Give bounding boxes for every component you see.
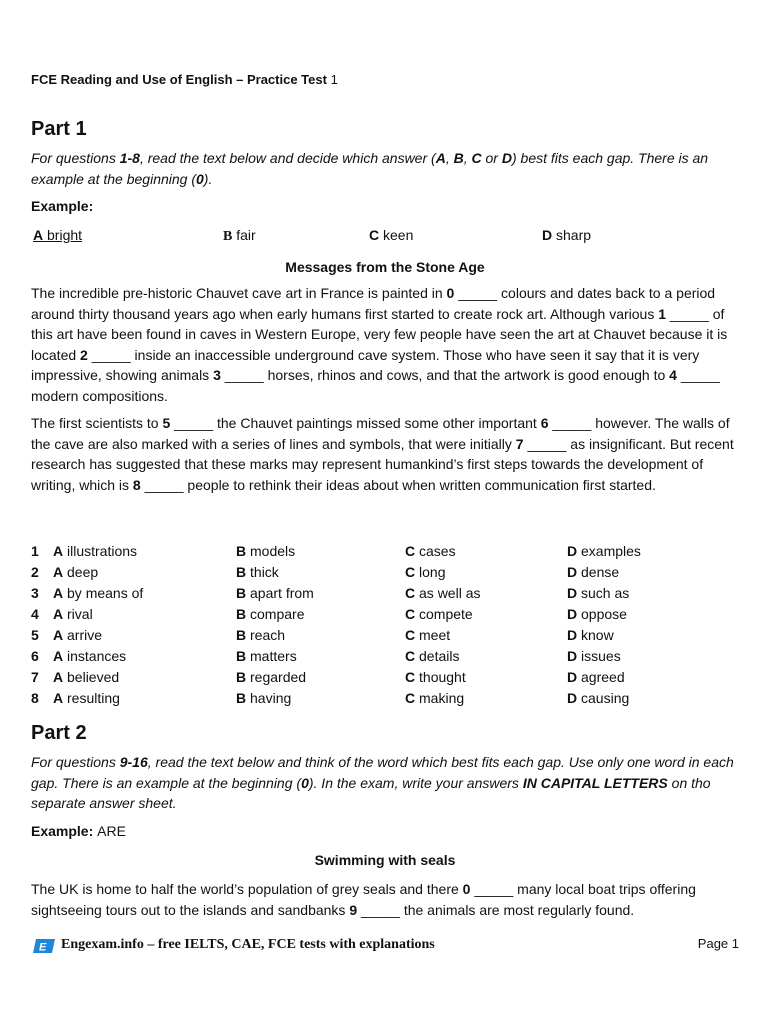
part2-instruction: For questions 9-16, read the text below and think of the word which best fits each gap. Use only one word in each gap. There is an example at the beginning (0). In the exam, write your answers IN CAPITAL LETTERS on tho separate answer sheet.: [31, 754, 734, 811]
option-d: D causing: [567, 690, 630, 706]
part2-text-title: Swimming with seals: [314, 852, 456, 868]
engexam-logo-icon: [33, 939, 55, 953]
question-number: 8: [31, 690, 39, 706]
answer-row: [31, 690, 739, 711]
part2-example: Example: ARE: [31, 823, 126, 839]
option-a: A deep: [53, 564, 99, 580]
option-a: A illustrations: [53, 543, 138, 559]
question-number: 1: [31, 543, 39, 559]
option-d: D issues: [567, 648, 621, 664]
option-a: A resulting: [53, 690, 120, 706]
example-option-c: C keen: [369, 227, 414, 243]
option-d: D dense: [567, 564, 620, 580]
part1-text-title: Messages from the Stone Age: [285, 259, 485, 275]
answer-row: [31, 564, 739, 585]
part1-instruction: For questions 1-8, read the text below and decide which answer (A, B, C or D) best fits each gap. There is an example at the beginning (0).: [31, 150, 709, 187]
option-b: B having: [236, 690, 292, 706]
option-d: D know: [567, 627, 614, 643]
option-b: B thick: [236, 564, 279, 580]
option-d: D agreed: [567, 669, 625, 685]
answer-row: [31, 627, 739, 648]
option-c: C as well as: [405, 585, 481, 601]
example-option-d: D sharp: [542, 227, 592, 243]
answer-row: [31, 606, 739, 627]
option-a: A believed: [53, 669, 120, 685]
part1-heading: Part 1: [31, 118, 87, 140]
question-number: 4: [31, 606, 39, 622]
part1-paragraph-2: The first scientists to 5 _____ the Chauvet paintings missed some other important 6 _____ however. The walls of the cave are also marked with a series of lines and symbols, that were initially 7 _____ as insignificant. But recent research has suggested that these marks may represent humankind’s first steps towards the development of writing, which is 8 _____ people to rethink their ideas about when written communication first started.: [31, 415, 734, 493]
example-option-b: B fair: [223, 227, 256, 244]
question-number: 3: [31, 585, 39, 601]
option-c: C thought: [405, 669, 466, 685]
option-c: C details: [405, 648, 460, 664]
part2-paragraph-1: The UK is home to half the world’s population of grey seals and there 0 _____ many local boat trips offering sightseeing tours out to the islands and sandbanks 9 _____ the animals are most regularly found.: [31, 881, 696, 918]
page-footer: [31, 936, 739, 956]
question-number: 5: [31, 627, 39, 643]
answer-row: [31, 669, 739, 690]
option-b: B compare: [236, 606, 305, 622]
option-d: D oppose: [567, 606, 627, 622]
option-c: C compete: [405, 606, 473, 622]
option-b: B reach: [236, 627, 286, 643]
question-number: 7: [31, 669, 39, 685]
part1-example-options: [31, 227, 739, 247]
option-b: B apart from: [236, 585, 314, 601]
option-c: C cases: [405, 543, 456, 559]
option-c: C long: [405, 564, 446, 580]
option-d: D examples: [567, 543, 641, 559]
option-c: C meet: [405, 627, 451, 643]
option-d: D such as: [567, 585, 630, 601]
part2-heading: Part 2: [31, 722, 87, 744]
answer-row: [31, 648, 739, 669]
option-a: A arrive: [53, 627, 103, 643]
option-a: A rival: [53, 606, 93, 622]
svg-text:E: E: [39, 941, 47, 953]
document-title: FCE Reading and Use of English – Practice Test 1: [31, 72, 338, 87]
example-option-a: A bright: [33, 227, 83, 243]
option-b: B matters: [236, 648, 297, 664]
option-b: B models: [236, 543, 296, 559]
question-number: 2: [31, 564, 39, 580]
part1-answer-options: [31, 543, 739, 711]
option-c: C making: [405, 690, 465, 706]
part1-example-label: Example:: [31, 198, 94, 214]
part1-paragraph-1: The incredible pre-historic Chauvet cave art in France is painted in 0 _____ colours and dates back to a period around thirty thousand years ago when early humans first started to create rock art. Although various 1 _____ of this art have been found in caves in Western Europe, very few people have seen the art at Chauvet because it is located 2 _____ inside an inaccessible underground cave system. Those who have seen it say that it is very impressive, showing animals 3 _____ horses, rhinos and cows, and that the artwork is good enough to 4 _____ modern compositions.: [31, 285, 728, 404]
option-b: B regarded: [236, 669, 307, 685]
option-a: A instances: [53, 648, 127, 664]
answer-row: [31, 585, 739, 606]
page-number: Page 1: [697, 936, 739, 951]
question-number: 6: [31, 648, 39, 664]
answer-row: [31, 543, 739, 564]
option-a: A by means of: [53, 585, 144, 601]
footer-site-link[interactable]: Engexam.info – free IELTS, CAE, FCE tests with explanations: [61, 937, 435, 952]
